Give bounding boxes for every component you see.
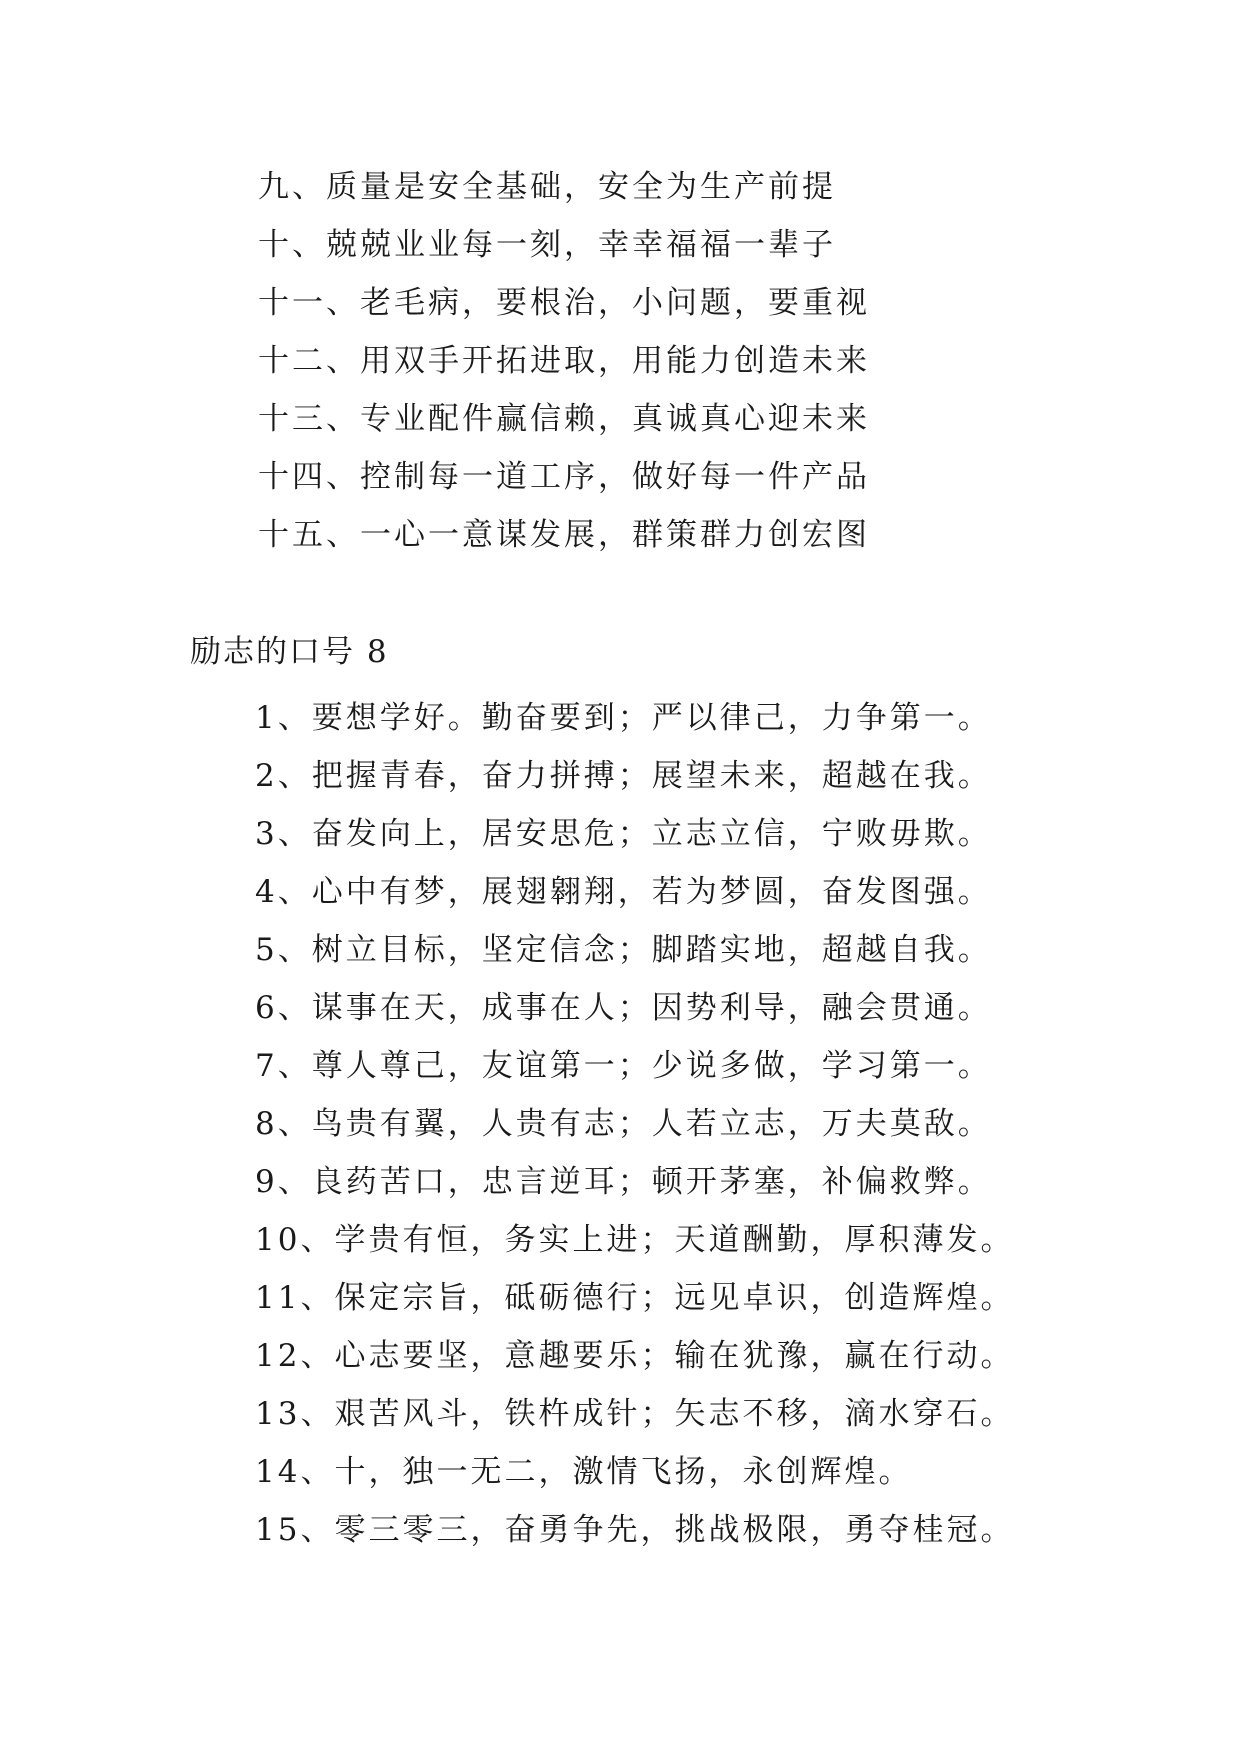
list-item: 11、保定宗旨，砥砺德行；远见卓识，创造辉煌。 xyxy=(255,1280,1015,1316)
list-item: 十二、用双手开拓进取，用能力创造未来 xyxy=(258,343,870,379)
list-item: 6、谋事在天，成事在人；因势利导，融会贯通。 xyxy=(255,990,992,1026)
list-item: 十、兢兢业业每一刻，幸幸福福一辈子 xyxy=(258,227,836,263)
list-item: 九、质量是安全基础，安全为生产前提 xyxy=(258,169,836,205)
list-item: 4、心中有梦，展翅翱翔，若为梦圆，奋发图强。 xyxy=(255,874,992,910)
list-item: 12、心志要坚，意趣要乐；输在犹豫，赢在行动。 xyxy=(255,1338,1015,1374)
list-item: 7、尊人尊己，友谊第一；少说多做，学习第一。 xyxy=(255,1048,992,1084)
list-item: 十三、专业配件赢信赖，真诚真心迎未来 xyxy=(258,401,870,437)
list-item: 十四、控制每一道工序，做好每一件产品 xyxy=(258,459,870,495)
list-item: 3、奋发向上，居安思危；立志立信，宁败毋欺。 xyxy=(255,816,992,852)
slogan-list-continued xyxy=(258,158,1158,564)
list-item: 十五、一心一意谋发展，群策群力创宏图 xyxy=(258,517,870,553)
list-item: 2、把握青春，奋力拼搏；展望未来，超越在我。 xyxy=(255,758,992,794)
list-item: 13、艰苦风斗，铁杵成针；矢志不移，滴水穿石。 xyxy=(255,1396,1015,1432)
section-heading: 励志的口号 8 xyxy=(190,634,389,670)
list-item: 十一、老毛病，要根治，小问题，要重视 xyxy=(258,285,870,321)
list-item: 10、学贵有恒，务实上进；天道酬勤，厚积薄发。 xyxy=(255,1222,1015,1258)
list-item: 9、良药苦口，忠言逆耳；顿开茅塞，补偏救弊。 xyxy=(255,1164,992,1200)
list-item: 1、要想学好。勤奋要到；严以律己，力争第一。 xyxy=(255,700,992,736)
slogan-list xyxy=(255,689,1215,1559)
list-item: 14、十，独一无二，激情飞扬，永创辉煌。 xyxy=(255,1454,913,1490)
list-item: 15、零三零三，奋勇争先，挑战极限，勇夺桂冠。 xyxy=(255,1512,1015,1548)
list-item: 5、树立目标，坚定信念；脚踏实地，超越自我。 xyxy=(255,932,992,968)
list-item: 8、鸟贵有翼，人贵有志；人若立志，万夫莫敌。 xyxy=(255,1106,992,1142)
